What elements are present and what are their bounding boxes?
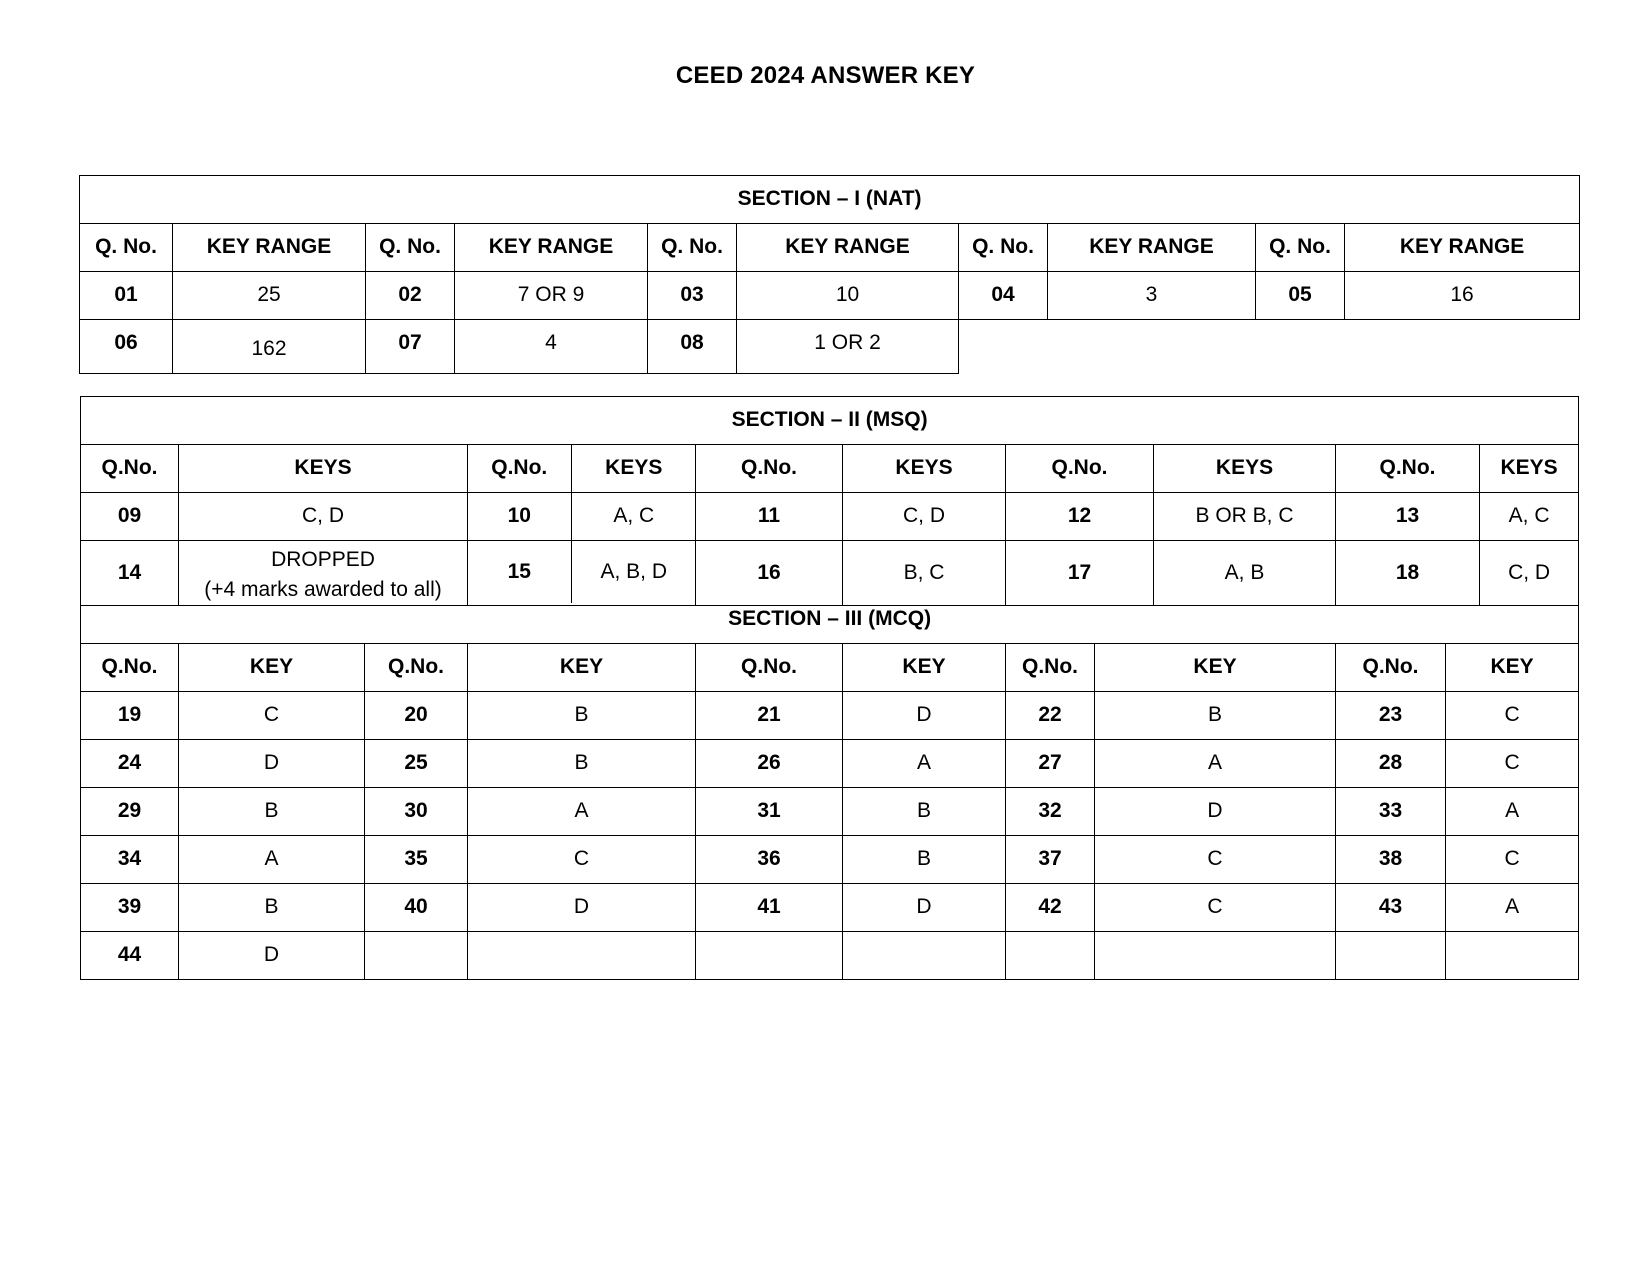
answer-key: D — [468, 884, 696, 932]
empty-cell — [843, 932, 1006, 980]
question-number: 40 — [365, 884, 468, 932]
answer-key: B — [468, 692, 696, 740]
question-number: 19 — [81, 692, 179, 740]
question-number: 13 — [1336, 493, 1480, 541]
table-row — [81, 692, 1579, 740]
column-header-key-range: KEY RANGE — [1048, 224, 1256, 272]
answer-key: D — [843, 692, 1006, 740]
answer-key: D — [179, 740, 365, 788]
column-header-key-range: KEY RANGE — [455, 224, 648, 272]
answer-key: C — [1446, 740, 1579, 788]
question-number: 14 — [81, 541, 179, 606]
question-number: 35 — [365, 836, 468, 884]
dropped-answer — [179, 541, 468, 606]
table-row — [81, 836, 1579, 884]
column-header-qno: Q.No. — [696, 445, 843, 493]
answer-key: C, D — [843, 493, 1006, 541]
nat-answer-table — [79, 175, 1580, 374]
column-header-qno: Q.No. — [1006, 445, 1154, 493]
question-number: 04 — [959, 272, 1048, 320]
answer-key: B — [1095, 692, 1336, 740]
question-number: 18 — [1336, 541, 1480, 606]
question-number: 17 — [1006, 541, 1154, 606]
empty-cell — [1095, 932, 1336, 980]
column-header-keys: KEYS — [1480, 445, 1579, 493]
answer-key: 4 — [455, 320, 648, 374]
answer-key: D — [1095, 788, 1336, 836]
header-row — [81, 445, 1579, 493]
column-header-keys: KEYS — [605, 456, 663, 479]
question-number: 06 — [80, 320, 173, 374]
section-title-msq: SECTION – II (MSQ) — [81, 397, 1579, 445]
msq-mcq-answer-table — [80, 396, 1579, 980]
msq-split-cell — [468, 445, 696, 493]
question-number: 08 — [648, 320, 737, 374]
empty-cell — [696, 932, 843, 980]
section-title-nat: SECTION – I (NAT) — [80, 176, 1580, 224]
msq-split-cell — [468, 493, 696, 541]
column-header-key: KEY — [1095, 644, 1336, 692]
page-title: CEED 2024 ANSWER KEY — [675, 62, 976, 89]
question-number: 43 — [1336, 884, 1446, 932]
question-number: 22 — [1006, 692, 1095, 740]
column-header-qno: Q.No. — [1336, 445, 1480, 493]
answer-key: A — [1446, 788, 1579, 836]
answer-key: 3 — [1048, 272, 1256, 320]
question-number: 36 — [696, 836, 843, 884]
column-header-key: KEY — [1446, 644, 1579, 692]
answer-key: D — [843, 884, 1006, 932]
answer-key: D — [179, 932, 365, 980]
answer-key: A, B, D — [600, 560, 668, 583]
answer-key: 162 — [173, 320, 366, 374]
answer-key: 25 — [173, 272, 366, 320]
answer-key: A, C — [613, 504, 655, 527]
column-header-key-range: KEY RANGE — [737, 224, 959, 272]
question-number: 01 — [80, 272, 173, 320]
answer-key: B, C — [843, 541, 1006, 606]
answer-key: 16 — [1345, 272, 1580, 320]
empty-cell — [1336, 932, 1446, 980]
question-number: 41 — [696, 884, 843, 932]
answer-key: C — [1095, 884, 1336, 932]
table-row — [81, 884, 1579, 932]
section-title-mcq: SECTION – III (MCQ) — [81, 606, 1579, 644]
column-header-qno: Q. No. — [366, 224, 455, 272]
question-number: 27 — [1006, 740, 1095, 788]
column-header-qno: Q.No. — [468, 445, 571, 492]
column-header-key-range: KEY RANGE — [173, 224, 366, 272]
answer-key: A — [1446, 884, 1579, 932]
table-row — [80, 272, 1580, 320]
empty-cell — [468, 932, 696, 980]
table-row — [81, 740, 1579, 788]
answer-key: C — [1446, 836, 1579, 884]
column-header-key: KEY — [179, 644, 365, 692]
answer-key: DROPPED — [271, 548, 375, 571]
question-number: 24 — [81, 740, 179, 788]
answer-key: C — [468, 836, 696, 884]
column-header-qno: Q. No. — [648, 224, 737, 272]
question-number: 44 — [81, 932, 179, 980]
empty-cell — [1446, 932, 1579, 980]
question-number: 03 — [648, 272, 737, 320]
answer-key: B — [179, 788, 365, 836]
question-number: 16 — [696, 541, 843, 606]
question-number: 30 — [365, 788, 468, 836]
question-number: 39 — [81, 884, 179, 932]
column-header-qno: Q.No. — [1006, 644, 1095, 692]
header-row — [81, 644, 1579, 692]
answer-key: A, B — [1154, 541, 1336, 606]
answer-key: A — [843, 740, 1006, 788]
question-number: 25 — [365, 740, 468, 788]
column-header-keys: KEYS — [843, 445, 1006, 493]
answer-key: C — [179, 692, 365, 740]
question-number: 32 — [1006, 788, 1095, 836]
question-number: 42 — [1006, 884, 1095, 932]
answer-key: 7 OR 9 — [455, 272, 648, 320]
answer-key: B — [179, 884, 365, 932]
table-row — [81, 932, 1579, 980]
question-number: 15 — [468, 541, 571, 603]
table-row — [81, 541, 1579, 606]
msq-split-cell — [468, 541, 696, 606]
question-number: 20 — [365, 692, 468, 740]
column-header-key: KEY — [843, 644, 1006, 692]
answer-key: 1 OR 2 — [737, 320, 959, 374]
answer-key: B — [468, 740, 696, 788]
answer-key: A — [1095, 740, 1336, 788]
dropped-note: (+4 marks awarded to all) — [204, 578, 442, 601]
question-number: 33 — [1336, 788, 1446, 836]
answer-key: A — [468, 788, 696, 836]
question-number: 37 — [1006, 836, 1095, 884]
question-number: 12 — [1006, 493, 1154, 541]
column-header-qno: Q.No. — [81, 644, 179, 692]
question-number: 11 — [696, 493, 843, 541]
question-number: 09 — [81, 493, 179, 541]
answer-key: A — [179, 836, 365, 884]
column-header-key-range: KEY RANGE — [1345, 224, 1580, 272]
header-row — [80, 224, 1580, 272]
question-number: 28 — [1336, 740, 1446, 788]
question-number: 38 — [1336, 836, 1446, 884]
answer-key: B — [843, 836, 1006, 884]
answer-key: A, C — [1480, 493, 1579, 541]
answer-key: B — [843, 788, 1006, 836]
column-header-key: KEY — [468, 644, 696, 692]
answer-key: B OR B, C — [1154, 493, 1336, 541]
empty-cell — [959, 320, 1580, 374]
empty-cell — [1006, 932, 1095, 980]
table-row — [81, 788, 1579, 836]
question-number: 23 — [1336, 692, 1446, 740]
column-header-qno: Q.No. — [81, 445, 179, 493]
column-header-keys: KEYS — [1154, 445, 1336, 493]
column-header-keys: KEYS — [179, 445, 468, 493]
question-number: 02 — [366, 272, 455, 320]
question-number: 07 — [366, 320, 455, 374]
answer-key: C, D — [1480, 541, 1579, 606]
question-number: 10 — [468, 493, 571, 540]
empty-cell — [365, 932, 468, 980]
question-number: 21 — [696, 692, 843, 740]
column-header-qno: Q. No. — [959, 224, 1048, 272]
question-number: 29 — [81, 788, 179, 836]
column-header-qno: Q. No. — [1256, 224, 1345, 272]
column-header-qno: Q. No. — [80, 224, 173, 272]
column-header-qno: Q.No. — [365, 644, 468, 692]
table-row — [80, 320, 1580, 374]
column-header-qno: Q.No. — [696, 644, 843, 692]
question-number: 05 — [1256, 272, 1345, 320]
answer-key: C — [1446, 692, 1579, 740]
question-number: 34 — [81, 836, 179, 884]
answer-key: C, D — [179, 493, 468, 541]
answer-key: 10 — [737, 272, 959, 320]
answer-key: C — [1095, 836, 1336, 884]
column-header-qno: Q.No. — [1336, 644, 1446, 692]
question-number: 26 — [696, 740, 843, 788]
table-row — [81, 493, 1579, 541]
question-number: 31 — [696, 788, 843, 836]
